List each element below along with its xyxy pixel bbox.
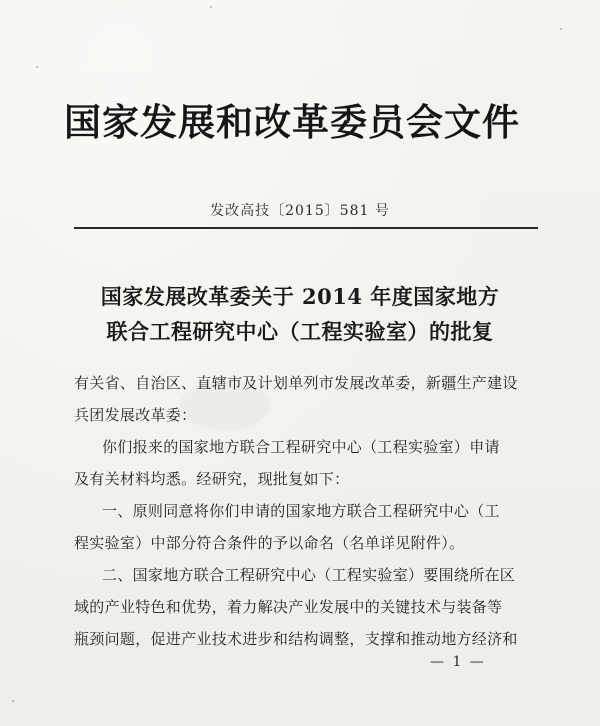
- body-line-6: 程实验室）中部分符合条件的予以命名（名单详见附件）。: [74, 534, 465, 552]
- body-line-1: 有关省、自治区、直辖市及计划单列市发展改革委，新疆生产建设: [74, 374, 518, 392]
- document-header: 国家发展和改革委员会文件: [64, 100, 520, 144]
- body-line-7: 二、国家地方联合工程研究中心（工程实验室）要围绕所在区: [102, 566, 516, 584]
- scan-speck: [36, 66, 38, 68]
- body-line-5: 一、原则同意将你们申请的国家地方联合工程研究中心（工: [102, 502, 500, 520]
- page-number: — 1 —: [430, 654, 486, 670]
- body-line-2: 兵团发展改革委：: [74, 406, 197, 424]
- body-line-3: 你们报来的国家地方联合工程研究中心（工程实验室）申请: [102, 438, 500, 456]
- body-line-8: 域的产业特色和优势，着力解决产业发展中的关键技术与装备等: [74, 598, 503, 616]
- scan-speck: [560, 28, 562, 30]
- body-line-4: 及有关材料均悉。经研究，现批复如下：: [74, 470, 350, 488]
- document-title-line-1: 国家发展改革委关于 2014 年度国家地方: [100, 284, 500, 309]
- document-number: 发改高技〔2015〕581 号: [210, 203, 390, 219]
- header-divider: [74, 227, 538, 229]
- document-title-line-2: 联合工程研究中心（工程实验室）的批复: [106, 319, 494, 344]
- body-line-9: 瓶颈问题，促进产业技术进步和结构调整，支撑和推动地方经济和: [74, 630, 518, 648]
- scan-speck: [210, 6, 212, 8]
- scan-speck: [12, 700, 14, 702]
